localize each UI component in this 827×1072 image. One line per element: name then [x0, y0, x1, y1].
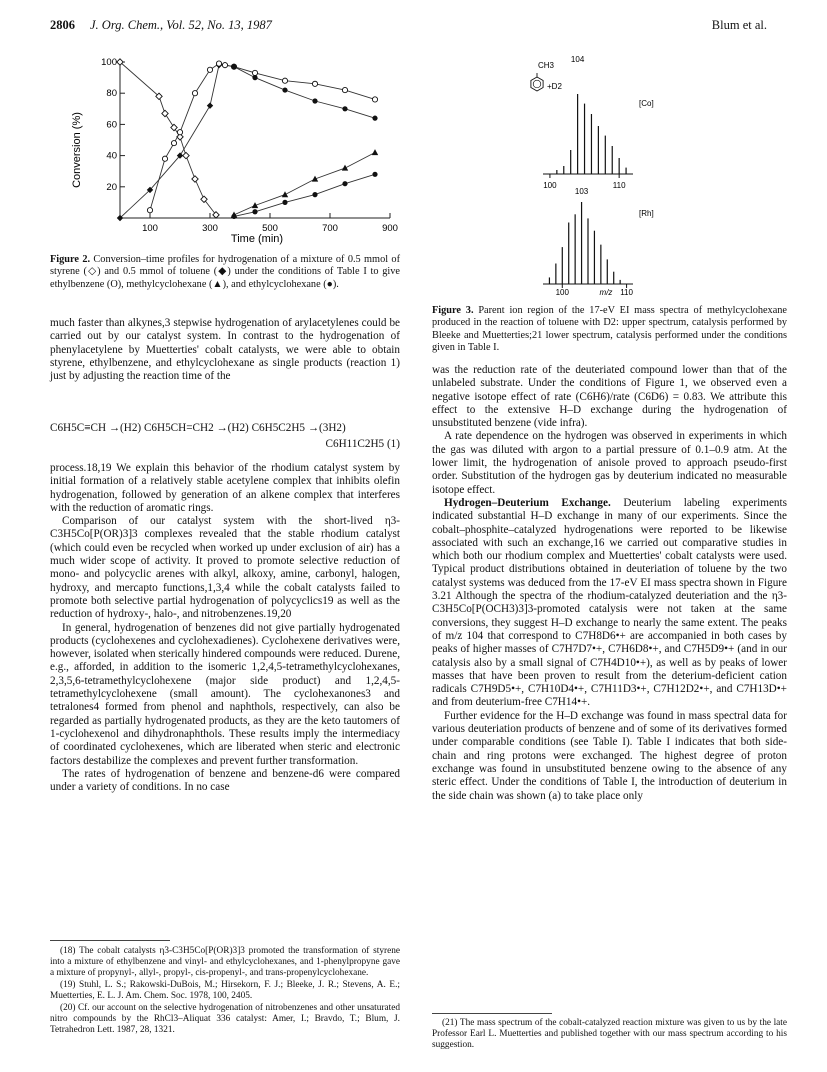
- x-tick-label: 100: [543, 181, 557, 190]
- data-point: [177, 130, 182, 135]
- x-axis-label: m/z: [599, 288, 613, 297]
- data-point: [312, 192, 317, 197]
- figure-3-caption-text: Parent ion region of the 17-eV EI mass spectra of methylcyclohexane produced in the reaction of toluene with D2: upper spectrum, catalysis performed by Bleeke and Muetterties;21 lower spectrum, catalysis performed under the conditions given in Table I.: [432, 305, 787, 353]
- x-tick-label: 700: [322, 223, 338, 234]
- right-column-body: [432, 364, 787, 803]
- figure-2-x-axis-label: Time (min): [230, 233, 284, 245]
- figure-2-caption: [50, 254, 400, 291]
- journal-citation: J. Org. Chem., Vol. 52, No. 13, 1987: [90, 18, 272, 32]
- paragraph: was the reduction rate of the deuteriated compound lower than that of the unlabeled substrate. Under the conditions of Figure 1, we observed even a negative isotope effect of rate (C6H6)/rate (C6D6) = 0.83. We attribute this effect to the extensive H–D exchange during the hydrogenation of unsubstituted benzene (vide infra).: [432, 364, 787, 430]
- data-point: [162, 110, 168, 116]
- footnote-21: (21) The mass spectrum of the cobalt-catalyzed reaction mixture was given to us by the late Professor Earl L. Muetterties and published together with our mass spectrum according to his suggestion.: [432, 1018, 787, 1050]
- figure-2-series: [117, 59, 378, 221]
- data-point: [312, 81, 317, 86]
- data-point: [171, 141, 176, 146]
- data-point: [372, 172, 377, 177]
- x-tick-label: 300: [202, 223, 218, 234]
- peak-label: 104: [570, 55, 585, 64]
- figure-3-chart: [515, 52, 665, 297]
- data-point: [342, 87, 347, 92]
- data-point: [207, 102, 213, 108]
- footnotes-left: [50, 946, 400, 1037]
- page-number: 2806: [50, 18, 75, 32]
- paragraph: Further evidence for the H–D exchange was found in mass spectral data for various deuteriation products of benzene and of some of its derivatives formed under comparable conditions (see Table I). Table I indicates that both side-chain and ring protons were exchanged. The highest degree of proton exchange was found in unsubstituted benzene owing to the absence of any steric effect. Under the conditions of Table I, the introduction of deuterium in the side chain was shown (a) to take place only: [432, 709, 787, 802]
- data-point: [147, 208, 152, 213]
- figure-2-caption-text: Conversion–time profiles for hydrogenation of a mixture of 0.5 mmol of styrene (◇) and 0.5 mmol of toluene (◆) under the conditions of Table I to give ethylbenzene (O), methylcyclohexane (▲), and ethylcyclohexane (●).: [50, 254, 401, 290]
- left-column-body: [50, 462, 400, 794]
- paragraph: Comparison of our catalyst system with the short-lived η3-C3H5Co[P(OR)3]3 complexes revealed that the stable rhodium catalyst (which could even be recycled when worked up under exclusion of air) has a much wider scope of activity. It proved to promote selective reduction of mono- and polycyclic arenes with alkyl, alkoxy, amine, carbonyl, halogen, hydroxy, and mercapto functions,1,3,4 while the cobalt catalysts failed to promote both selective partial hydrogenation of polycyclics19 as well as the reduction of hydroxy-, halo-, and nitrobenzenes.19,20: [50, 515, 400, 621]
- x-tick-label: 110: [620, 288, 633, 297]
- data-point: [231, 64, 236, 69]
- data-point: [216, 61, 221, 66]
- figure-2-caption-label: Figure 2.: [50, 254, 91, 265]
- figure-3-caption: [432, 305, 787, 354]
- figure-2-chart: [60, 50, 400, 250]
- data-point: [171, 124, 177, 130]
- data-point: [207, 67, 212, 72]
- spectrum-label: [Co]: [639, 99, 654, 108]
- paragraph: In general, hydrogenation of benzenes did not give partially hydrogenated products (cyclohexenes and cyclohexadienes). Cyclohexene derivatives were, however, isolated when sterically hindered compounds were reduced. Durene, e.g., afforded, in addition to the isomeric 1,2,4,5-tetramethylcyclohexanes, 2,3,5,6-tetramethylcyclohexene (major side product) and 1,2,4,5-tetramethylcyclohexene (small amount). The cyclohexanones3 and tetralones4 formed from phenol and naphthols, respectively, can also be regarded as partially hydrogenated products, as they are the keto tautomers of 1-cyclohexenol and dihydronaphthols. These results imply the intermediacy of coordinated cyclohexenes, which are liberated when steric and electronic factors destabilize the complexes and prevent further transformation.: [50, 621, 400, 767]
- x-tick-label: 100: [555, 288, 569, 297]
- data-point: [312, 98, 317, 103]
- footnote-18: (18) The cobalt catalysts η3-C3H5Co[P(OR)3]3 promoted the transformation of styrene into a mixture of ethylbenzene and vinyl- and ethylcyclohexanes, and 1-phenylpropyne gave a mixture of propynyl-, allyl-, propyl-, cis-propenyl-, and trans-propenylcyclohexane.: [50, 946, 400, 978]
- data-point: [222, 63, 227, 68]
- reaction-line-2: C6H11C2H5 (1): [325, 438, 400, 450]
- footnote-rule: [50, 940, 170, 941]
- data-point: [252, 70, 257, 75]
- data-point: [282, 78, 287, 83]
- data-point: [282, 191, 288, 197]
- y-tick-label: 100: [101, 57, 117, 68]
- series-line: [120, 65, 234, 218]
- toluene-structure: [531, 73, 543, 91]
- data-point: [192, 91, 197, 96]
- data-point: [252, 75, 257, 80]
- figure-3-caption-label: Figure 3.: [432, 305, 474, 316]
- footnotes-right: [432, 1018, 787, 1052]
- data-point: [372, 97, 377, 102]
- paragraph-text: Deuterium labeling experiments indicated substantial H–D exchange in many of our experiments. Since the cobalt–phosphite–catalyzed hydrogenations were reported to be likewise associated with such an exchange,16 we carried out comparative studies in which both our rhodium complex and Muetterties' cobalt catalysts were used. Typical product distributions obtained in deuteriation of toluene by the two catalyst systems was deduced from the 17-eV EI mass spectra shown in Figure 3.21 Although the spectra of the rhodium-catalyzed deuteriation and the η3-C3H5Co[P(OCH3)3]3-promoted catalysis were not taken at the same conversions, they suggest H–D exchange to nearly the same extent. The peaks of m/z 104 that correspond to C7H8D6•+ are accompanied in both cases by peaks of higher masses of C7H7D7•+, C7H6D8•+, and C7H5D9•+ (and in our catalysis also by a small signal of C7H4D10•+), as well as by peaks of lower masses that have been proven to result from the deterium-deficient cation radicals C7H9D5•+, C7H10D4•+, C7H11D3•+, C7H12D2•+, and C7H13D•+ and from deuterium-free C7H14•+.: [432, 496, 787, 709]
- paragraph: much faster than alkynes,3 stepwise hydrogenation of arylacetylenes could be carried out by our catalyst system. In contrast to the hydrogenation of phenylacetylene by Muetterties' cobalt catalysts, we were able to obtain styrene, ethylbenzene, and ethylcyclohexane as single products (reaction 1) just by adjusting the reaction time of the: [50, 317, 400, 383]
- footnote-20: (20) Cf. our account on the selective hydrogenation of nitrobenzenes and other unsaturated nitro compounds by the RhCl3–Aliquat 336 catalyst: Amer, I.; Bravdo, T.; Blum, J. Tetrahedron Lett. 1987, 28, 1321.: [50, 1003, 400, 1035]
- x-tick-label: 110: [612, 181, 626, 190]
- data-point: [372, 116, 377, 121]
- footnote-rule: [432, 1013, 552, 1014]
- data-point: [282, 87, 287, 92]
- reaction-equation: [50, 420, 400, 456]
- y-tick-label: 20: [106, 181, 117, 193]
- data-point: [282, 200, 287, 205]
- x-tick-label: 500: [262, 223, 278, 234]
- peak-label: 103: [574, 187, 589, 196]
- data-point: [162, 156, 167, 161]
- figure-2-y-axis-label: Conversion (%): [71, 112, 83, 188]
- reaction-line-1: C6H5C≡CH →(H2) C6H5CH=CH2 →(H2) C6H5C2H5 →(3H2): [50, 422, 346, 434]
- paragraph: process.18,19 We explain this behavior of the rhodium catalyst system by initial formation of a relatively stable acetylene complex that inhibits olefin hydrogenation, followed by generation of an alkene complex that interferes with the reduction of aromatic rings.: [50, 462, 400, 514]
- lower-spectrum: [543, 187, 654, 297]
- aromatic-circle: [533, 80, 541, 88]
- data-point: [231, 214, 236, 219]
- author-header: Blum et al.: [711, 18, 767, 32]
- y-tick-label: 40: [106, 150, 117, 162]
- data-point: [192, 176, 198, 182]
- data-point: [183, 152, 189, 158]
- y-tick-label: 80: [106, 88, 117, 100]
- paragraph: [432, 497, 787, 710]
- data-point: [342, 106, 347, 111]
- x-tick-label: 100: [142, 223, 158, 234]
- benzene-ring: [531, 77, 543, 91]
- paragraph: A rate dependence on the hydrogen was observed in experiments in which the gas was diluted with argon to a partial pressure of 0.1–0.9 atm. At the lower limit, the hydrogenation of anisole proved to approach pseudo-first order. Substitution of the hydrogen gas by deuterium indicated no measurable isotope effect.: [432, 430, 787, 496]
- data-point: [252, 209, 257, 214]
- paragraph: The rates of hydrogenation of benzene and benzene-d6 were compared under a variety of conditions. In no case: [50, 767, 400, 794]
- y-tick-label: 60: [106, 119, 117, 131]
- data-point: [372, 149, 378, 155]
- running-header: [50, 18, 767, 36]
- structure-d2-label: +D2: [547, 82, 562, 91]
- series-line: [120, 62, 216, 215]
- data-point: [342, 181, 347, 186]
- data-point: [342, 165, 348, 171]
- structure-methyl-label: CH3: [538, 61, 555, 70]
- section-heading: Hydrogen–Deuterium Exchange.: [444, 496, 611, 509]
- left-column-top: [50, 317, 400, 383]
- figure-2-axes: [101, 57, 398, 234]
- x-tick-label: 900: [382, 223, 398, 234]
- spectrum-label: [Rh]: [639, 209, 654, 218]
- footnote-19: (19) Stuhl, L. S.; Rakowski-DuBois, M.; Hirsekorn, F. J.; Bleeke, J. R.; Stevens, A. E.; Muetterties, E. L. J. Am. Chem. Soc. 1978, 100, 2405.: [50, 980, 400, 1001]
- upper-spectrum: [543, 55, 654, 190]
